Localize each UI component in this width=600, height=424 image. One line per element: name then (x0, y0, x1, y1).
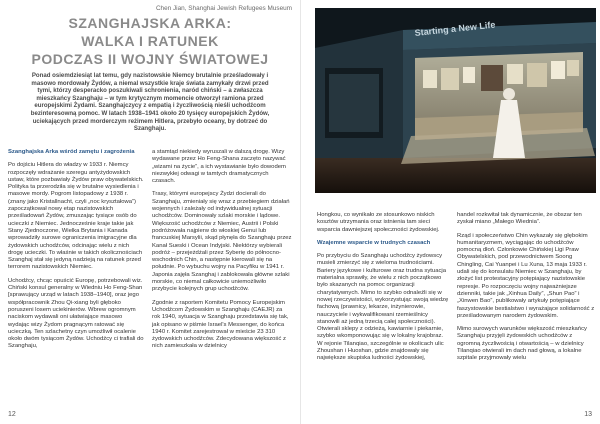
photo-credit: Chen Jian, Shanghai Jewish Refugees Museum (155, 5, 292, 12)
section-heading: Wzajemne wsparcie w trudnych czasach (317, 239, 431, 246)
paragraph: Trasy, którymi europejscy Żydzi docierali do Szanghaju, zmieniały się wraz z przebiegiem działań wojennych i zależały od indywidualnej sytuacji uchodźców. Dominowały szlaki morskie i lądowe. Większość uchodźców z Niemiec, Austrii i Polski podróżowała najpierw do włoskiej Genui lub francuskiej Marsylii, skąd płynęła do Szanghaju przez Kanał Sueski i Ocean Indyjski. Niektórzy wybierali podróż – przejeżdżali przez Syberię do północno-wschodnich Chin, a następnie kierowali się na południe. Po wybuchu wojny na Pacyfiku w 1941 r. Japonia zajęła Szanghaj i zablokowała główne szlaki morskie, co niemal całkowicie uniemożliwiło przybycie kolejnych grup uchodźców. (152, 191, 292, 293)
paragraph: a stamtąd niekiedy wyruszali w dalszą drogę. Wizy wydawane przez Ho Feng-Shana zaczęto nazywać „wizami na życie”, a ich wystawianie było dowodem niezwykłej odwagi w tamtych dramatycznych czasach. (152, 149, 286, 185)
left-column-1 (8, 149, 145, 357)
right-column-2 (457, 212, 595, 369)
exhibit-sign: Starting a New Life (414, 19, 496, 38)
page-number: 12 (8, 411, 16, 418)
paragraph: Uchodźcy, chcąc opuścić Europę, potrzebowali wiz. Chiński konsul generalny w Wiedniu Ho Feng-Shan [sprawujący urząd w latach 1938–1940], oraz jego współpracownik Zhou Qi-xiang byli głęboko poruszeni losem uciekinierów. Wbrew ogromnym naciskom wydawali oni ułatwiające masowo wydając wizy Żydom pragnącym ratować się ucieczką. Ten szlachetny czyn umożliwił ocalenie około dwóm tysiącom Żydów. Uchodźcy ci trafiali do Szanghaju, (8, 277, 144, 350)
paragraph: Mimo surowych warunków większość mieszkańcy Szanghaju przyjęli żydowskich uchodźców z ogromną życzliwością i otwartością – w dzielnicy Tilanqiao otwierali im dach nad głową, a lokalne szpitale przyjmowały wielu (457, 326, 587, 362)
section-heading: Szanghajska Arka wśród zamętu i zagrożenia (8, 149, 135, 155)
paragraph: Hongkou, co wynikało ze stosunkowo niskich kosztów utrzymania oraz istnienia tam sieci wsparcia dawniejszej społeczności żydowskiej. (317, 212, 440, 233)
page-number: 13 (584, 411, 592, 418)
paragraph: Po dojściu Hitlera do władzy w 1933 r. Niemcy rozpoczęły wdrażanie szeregu antyżydowskich ustaw, które pozbawiały Żydów praw obywatelskich. Polityka ta przerodziła się w brutalne wysiedlenia i masowe mordy. Pogrom listopadowy z 1938 r. (znany jako Kristallnacht, czyli „noc kryształowa”) zapoczątkował nowy etap nazistowskich prześladowań Żydów, zmuszając tysiące osób do ucieczki z Niemiec. Jednocześnie kraje takie jak Stany Zjednoczone, Wielka Brytania i Kanada wprowadziły surowe ograniczenia imigracyjne dla żydowskich uchodźców, odcinając wielu z nich drogę ucieczki. To właśnie w takich okolicznościach Szanghaj stał się jedyną nadzieją na ratunek przed terrorem nazistowskich Niemiec. (8, 162, 144, 271)
right-column-1 (317, 212, 449, 369)
left-column-2 (152, 149, 292, 357)
title-line-1: SZANGHAJSKA ARKA: (68, 15, 232, 31)
museum-exhibit-photo (315, 8, 596, 193)
paragraph: Rząd i społeczeństwo Chin wykazały się głębokim humanitaryzmem, wyciągając do uchodźców pomocną dłoń. Członkowie Chińskiej Ligi Praw Obywatelskich, pod przewodnictwem Soong Chingling, Cai Yuanpei i Lu Xuna, 13 maja 1933 r. udali się do konsulatu Niemiec w Szanghaju, by złożyć list protestacyjny potępiający nazistowskie represje. Po rozpoczęciu wojny najważniejsze dzienniki, takie jak „Xinhua Daily”, „Shun Pao” i „Xinwen Bao”, publikowały artykuły potępiające faszystowskie bestialstwo i wyrażające solidarność z prześladowanym narodem żydowskim. (457, 232, 595, 319)
paragraph: Zgodnie z raportem Komitetu Pomocy Europejskim Uchodźcom Żydowskim w Szanghaju (CAEJR) za rok 1940, sytuacja w Szanghaju przedstawia się tak, jak opisano w piśmie Israel's Messenger, do końca 1940 r. Komitet zarejestrował w mieście 23 310 żydowskich uchodźców. Zdecydowana większość z nich zamieszkała w dzielnicy (152, 299, 289, 350)
title-line-3: PODCZAS II WOJNY ŚWIATOWEJ (31, 51, 269, 67)
paragraph: Po przybyciu do Szanghaju uchodźcy żydowscy musieli zmierzyć się z wieloma trudnościami. Bariery językowe i kulturowe oraz trudna sytuacja materialna sprawiły, że wielu z nich początkowo było skazanych na pomoc organizacji charytatywnych. Mimo to szybko odnaleźli się w nowej rzeczywistości, wykorzystując swoją wiedzę fachową (prawnicy, lekarze, inżynierowie, nauczyciele i wykwalifikowani rzemieślnicy stanowili aż jedną trzecią całej społeczności). Otwierali sklepy z odzieżą, kawiarnie i piekarnie, szybko wkomponowując się w lokalny krajobraz. W rejonie Tilanqiao, szczególnie w okolicach ulic Zhoushan i Huoshan, gdzie znajdowały się największe skupiska ludności żydowskiej, (317, 253, 449, 362)
intro-paragraph: Ponad osiemdziesiąt lat temu, gdy nazistowskie Niemcy brutalnie prześladowały i masowo mordowały Żydów, a niemal wszystkie kraje świata zamykały drzwi przed tymi, którzy desperacko poszukiwali schronienia, naród chiński – a zwłaszcza mieszkańcy Szanghaju – w tym krytycznym momencie otworzył ramiona przed europejskimi Żydami. Szanghajczycy z empatią i życzliwością nieśli uchodźcom bezinteresowną pomoc. W latach 1938–1941 około 20 tysięcy europejskich Żydów, uciekających przed morderczym reżimem Hitlera, przebyło oceany, by dotrzeć do Szanghaju. (30, 72, 270, 133)
right-page (300, 0, 600, 424)
paragraph: handel rozkwitał tak dynamicznie, że obszar ten zyskał miano „Małego Wiednia”. (457, 212, 582, 226)
exhibit-photo-illustration (315, 8, 596, 193)
title-line-2: WALKA I RATUNEK (81, 33, 219, 49)
